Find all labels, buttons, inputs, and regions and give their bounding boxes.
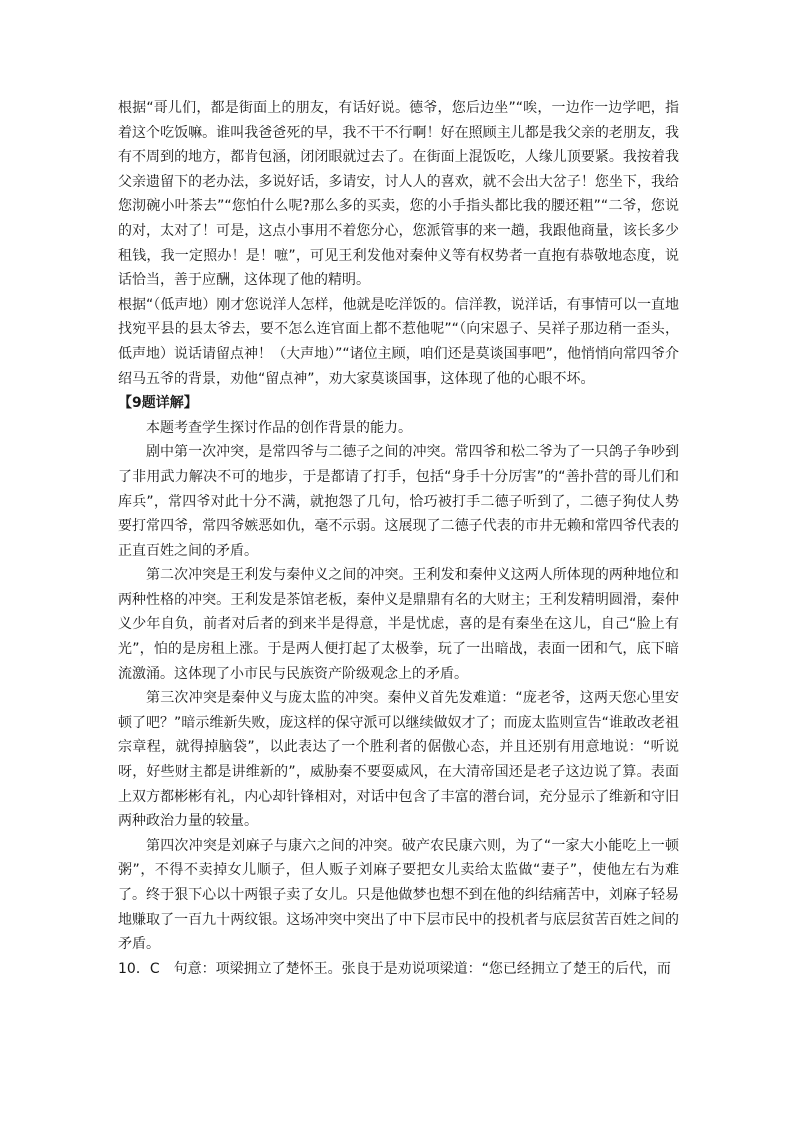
paragraph-wang-lifa-shrewd: 根据“哥儿们，都是街面上的朋友，有话好说。德爷，您后边坐”“唉，一边作一边学吧，指着这个吃饭嘛。谁叫我爸爸死的早，我不干不行啊！好在照顾主儿都是我父亲的老朋友，我有不周到的地方，都肯包涵，闭闭眼就过去了。在街面上混饭吃，人缘儿顶要紧。我按着我父亲遗留下的老办法，多说好话，多请安，讨人人的喜欢，就不会出大岔子！您坐下，我给您沏碗小叶茶去”“您怕什么呢?那么多的买卖，您的小手指头都比我的腰还粗”“二爷，您说的对，太对了！可是，这点小事用不着您分心，您派管事的来一趟，我跟他商量，该长多少租钱，我一定照办！是！嗻”，可见王利发他对秦仲义等有权势者一直抱有恭敬地态度，说话恰当，善于应酬，这体现了他的精明。	[118, 100, 679, 289]
question-10-answer: 10．C 句意：项梁拥立了楚怀王。张良于是劝说项梁道：“您已经拥立了楚王的后代，而	[118, 960, 671, 977]
paragraph-conflict-2: 第二次冲突是王利发与秦仲义之间的冲突。王利发和秦仲义这两人所体现的两种地位和两种性格的冲突。王利发是茶馆老板，秦仲义是鼎鼎有名的大财主；王利发精明圆滑，秦仲义少年自负，前者对后者的到来半是得意，半是忧虑，喜的是有秦坐在这儿，自己“脸上有光”，怕的是房租上涨。于是两人便打起了太极拳，玩了一出暗战，表面一团和气，底下暗流激涌。这体现了小市民与民族资产阶级观念上的矛盾。	[118, 567, 679, 682]
paragraph-conflict-4: 第四次冲突是刘麻子与康六之间的冲突。破产农民康六则，为了“一家大小能吃上一顿粥”，不得不卖掉女儿顺子，但人贩子刘麻子要把女儿卖给太监做“妻子”，使他左右为难了。终于狠下心以十两银子卖了女儿。只是他做梦也想不到在他的纠结痛苦中，刘麻子轻易地赚取了一百九十两纹银。这场冲突中突出了中下层市民中的投机者与底层贫苦百姓之间的矛盾。	[118, 837, 679, 953]
document-body	[118, 96, 679, 981]
paragraph-conflict-1: 剧中第一次冲突，是常四爷与二德子之间的冲突。常四爷和松二爷为了一只鸽子争吵到了非用武力解决不可的地步，于是都请了打手，包括“身手十分厉害”的“善扑营的哥儿们和库兵”，常四爷对此十分不满，就抱怨了几句，恰巧被打手二德子听到了，二德子狗仗人势要打常四爷，常四爷嫉恶如仇，毫不示弱。这展现了二德子代表的市井无赖和常四爷代表的正直百姓之间的矛盾。	[118, 444, 679, 559]
paragraph-conflict-3: 第三次冲突是秦仲义与庞太监的冲突。秦仲义首先发难道：“庞老爷，这两天您心里安顿了吧？”暗示维新失败，庞这样的保守派可以继续做奴才了；而庞太监则宣告“谁敢改老祖宗章程，就得掉脑袋”，以此表达了一个胜利者的倨傲心态，并且还别有用意地说：“听说呀，好些财主都是讲维新的”，威胁秦不要耍威风，在大清帝国还是老子这边说了算。表面上双方都彬彬有礼，内心却针锋相对，对话中包含了丰富的潜台词，充分显示了维新和守旧两种政治力量的较量。	[118, 690, 679, 830]
question-9-heading: 【9题详解】	[118, 395, 198, 412]
paragraph-intro: 本题考查学生探讨作品的创作背景的能力。	[146, 419, 412, 436]
paragraph-wang-lifa-kind: 根据“（低声地）刚才您说洋人怎样，他就是吃洋饭的。信洋教，说洋话，有事情可以一直地找宛平县的县太爷去，要不怎么连官面上都不惹他呢”“（向宋恩子、吴祥子那边稍一歪头，低声地）说话请留点神！（大声地）”“诸位主顾，咱们还是莫谈国事吧”，他悄悄向常四爷介绍马五爷的背景，劝他“留点神”，劝大家莫谈国事，这体现了他的心眼不坏。	[118, 296, 679, 387]
